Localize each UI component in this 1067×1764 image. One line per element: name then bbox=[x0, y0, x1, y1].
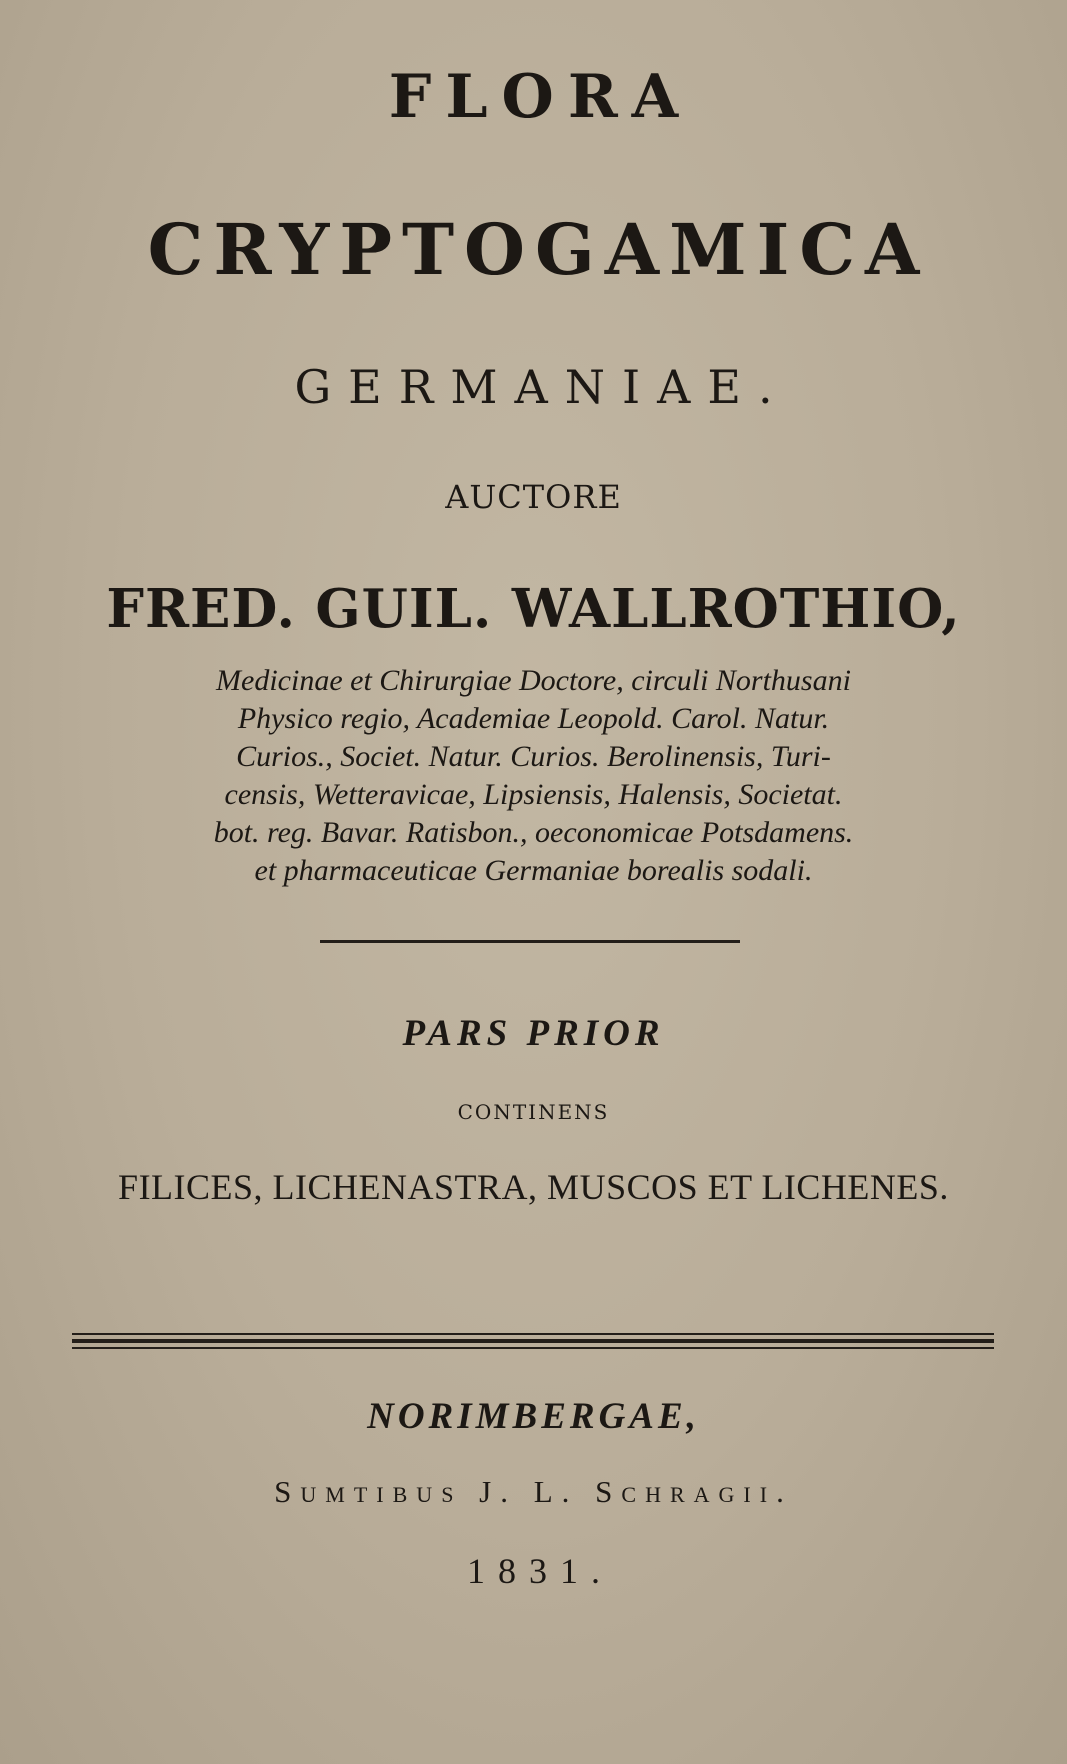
author-title-line: Curios., Societ. Natur. Curios. Berolinensis, Turi- bbox=[236, 740, 831, 773]
author-name: FRED. GUIL. WALLROTHIO, bbox=[106, 578, 961, 640]
triple-divider-rule bbox=[72, 1333, 994, 1349]
author-title-line: Medicinae et Chirurgiae Doctore, circuli Northusani bbox=[216, 664, 851, 697]
title-line-germaniae: GERMANIAE. bbox=[294, 360, 790, 414]
imprint-publisher: Sumtibus J. L. Schragii. bbox=[274, 1474, 793, 1509]
title-line-cryptogamica: CRYPTOGAMICA bbox=[147, 208, 930, 291]
author-title-line: bot. reg. Bavar. Ratisbon., oeconomicae Potsdamens. bbox=[213, 816, 854, 849]
imprint-year: 1831. bbox=[467, 1551, 613, 1591]
divider-rule bbox=[320, 940, 740, 943]
author-title-line: censis, Wetteravicae, Lipsiensis, Halensis, Societat. bbox=[224, 778, 843, 811]
author-title-line: et pharmaceuticae Germaniae borealis sodali. bbox=[254, 854, 813, 887]
author-title-line: Physico regio, Academiae Leopold. Carol. Natur. bbox=[237, 702, 830, 735]
contents-line: FILICES, LICHENASTRA, MUSCOS ET LICHENES. bbox=[118, 1167, 949, 1207]
part-label: PARS PRIOR bbox=[402, 1013, 665, 1054]
imprint-place: NORIMBERGAE, bbox=[367, 1396, 700, 1437]
title-line-flora: FLORA bbox=[388, 62, 693, 132]
continens-label: CONTINENS bbox=[457, 1100, 610, 1124]
auctore-label: AUCTORE bbox=[445, 478, 622, 516]
author-titles bbox=[0, 662, 1067, 890]
